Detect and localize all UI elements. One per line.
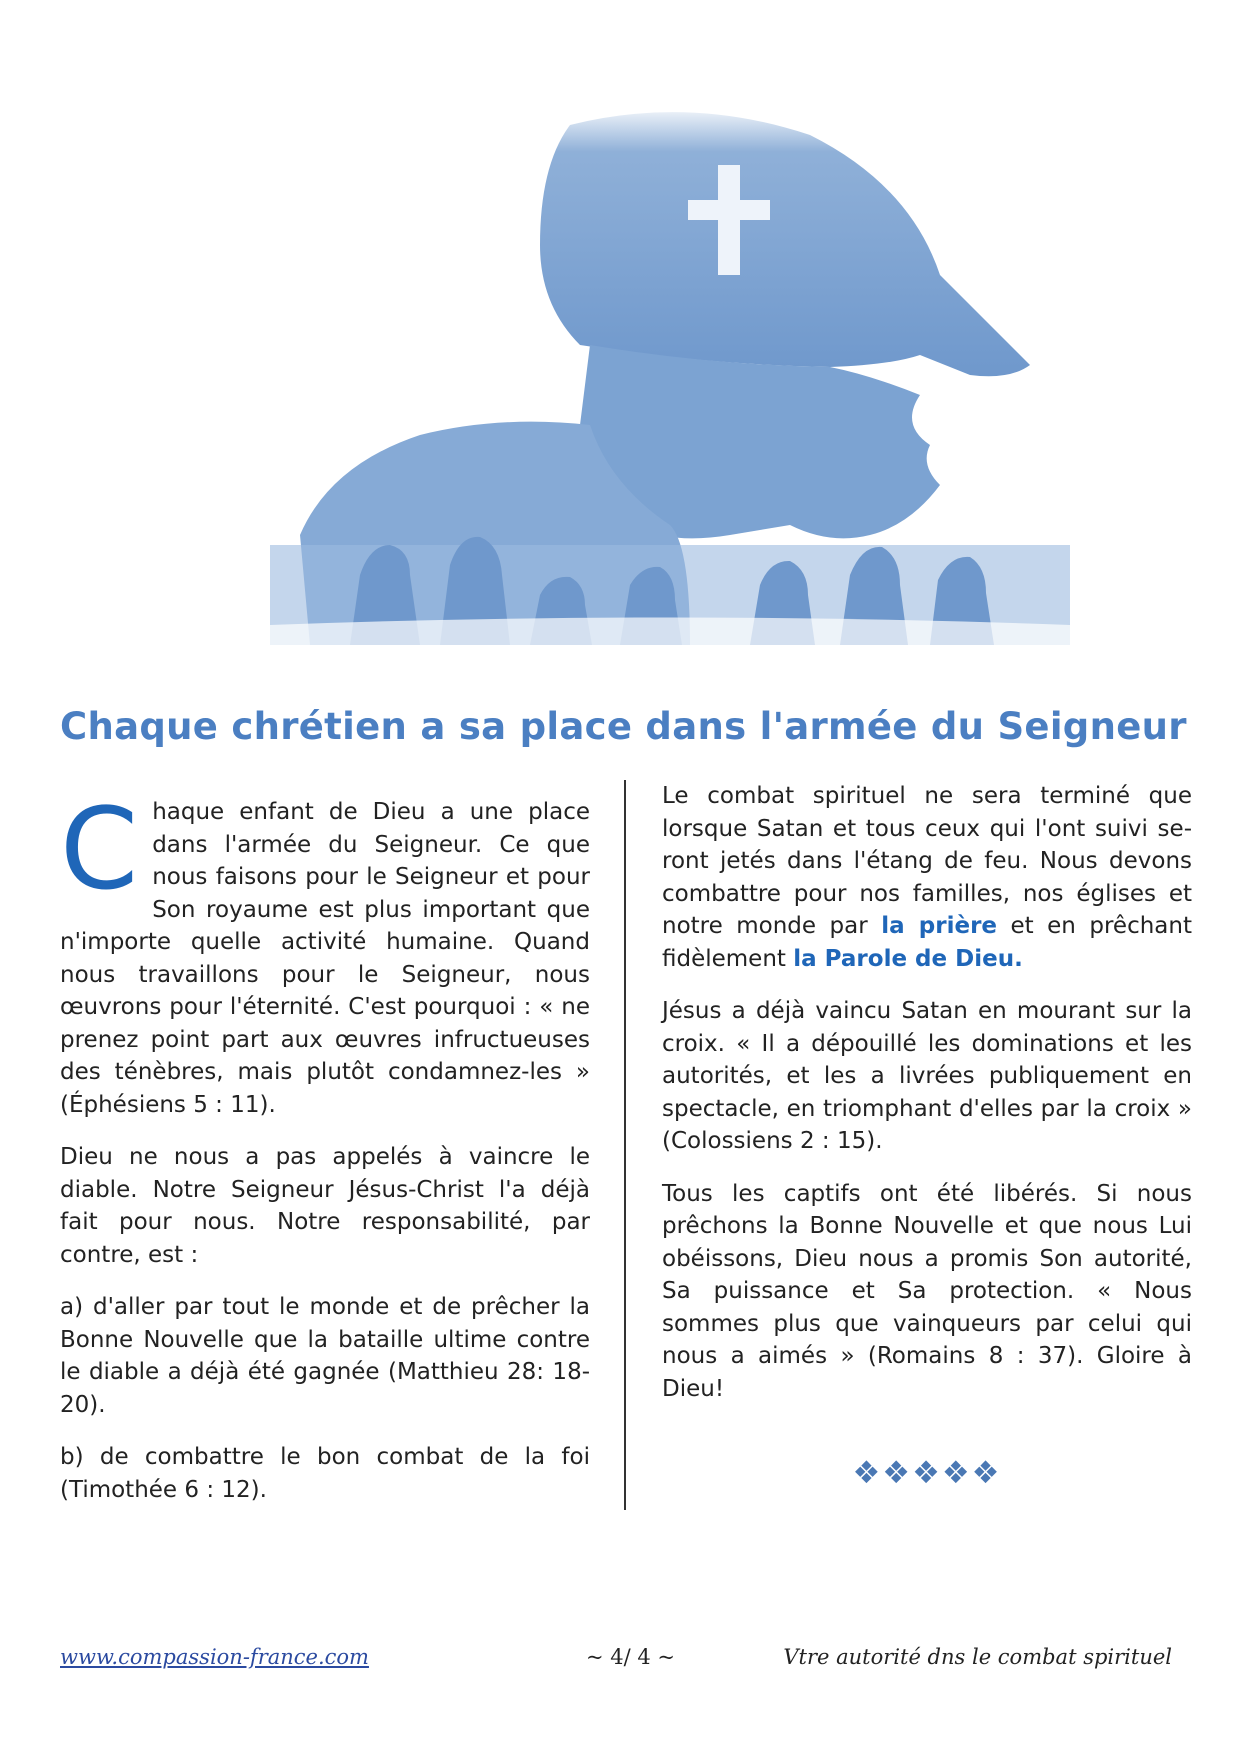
left-column [60,785,590,1526]
document-title: Vtre autorité dns le combat spirituel [783,1645,1172,1669]
left-paragraph-2: Dieu ne nous a pas appelés à vaincre le diable. Notre Seigneur Jésus-Christ l'a déjà fait pour nous. Notre responsabilité, par contre, est : [60,1144,590,1268]
left-paragraph-1 [60,785,590,1121]
page-title: Chaque chrétien a sa place dans l'armée du Seigneur [60,705,1187,748]
left-paragraph-3: a) d'aller par tout le monde et de prêcher la Bonne Nouvelle que la bataille ultime contre le diable a déjà été gagnée (Matthieu 28: 18-20). [60,1294,590,1418]
website-link[interactable]: www.compassion-france.com [60,1645,369,1669]
highlight-parole: la Parole de Dieu. [793,945,1023,972]
right-paragraph-1 [662,780,1192,975]
page-number: ~ 4/ 4 ~ [586,1645,676,1669]
right-paragraph-2: Jésus a déjà vaincu Satan en mourant sur la croix. « Il a dépouillé les dominations et les autorités, et les a livrées publiquement en spectacle, en triomphant d'elles par la croix » (Colossiens 2 : 15). [662,998,1192,1154]
soldier-illustration [270,105,1070,645]
highlight-priere: la prière [881,913,998,939]
right-paragraph-3: Tous les captifs ont été libérés. Si nous prêchons la Bonne Nouvelle et que nous Lui obéissons, Dieu nous a promis Son autorité, Sa puissance et Sa protection. « Nous sommes plus que vainqueurs par celui qui nous a aimés » (Romains 8 : 37). Gloire à Dieu! [662,1180,1192,1402]
right-column [662,780,1192,1425]
left-paragraph-1-text: haque enfant de Dieu a une place dans l'armée du Seigneur. Ce que nous faisons pour le Seigneur et pour Son royaume est plus important que n'importe quelle activité humaine. Quand nous travaillons pour le Seigneur, nous œuvrons pour l'éternité. C'est pourquoi : « ne prenez point part aux œuvres infructueuses des ténèbres, mais plutôt condamnez-les » (Éphésiens 5 : 11). [60,799,590,1118]
ornament-diamonds-icon: ❖❖❖❖❖ [852,1455,1002,1491]
right-paragraph-1-b: et en prêchant fidèlement [662,913,1192,972]
right-paragraph-1-a: Le combat spirituel ne sera terminé que lorsque Satan et tous ceux qui l'ont suivi seront jetés dans l'étang de feu. Nous devons combattre pour nos familles, nos églises et notre monde par [662,783,1192,939]
page-footer [0,1645,1240,1685]
drop-cap: C [60,785,139,915]
column-divider [624,780,626,1510]
left-paragraph-4: b) de combattre le bon combat de la foi (Timothée 6 : 12). [60,1444,590,1503]
